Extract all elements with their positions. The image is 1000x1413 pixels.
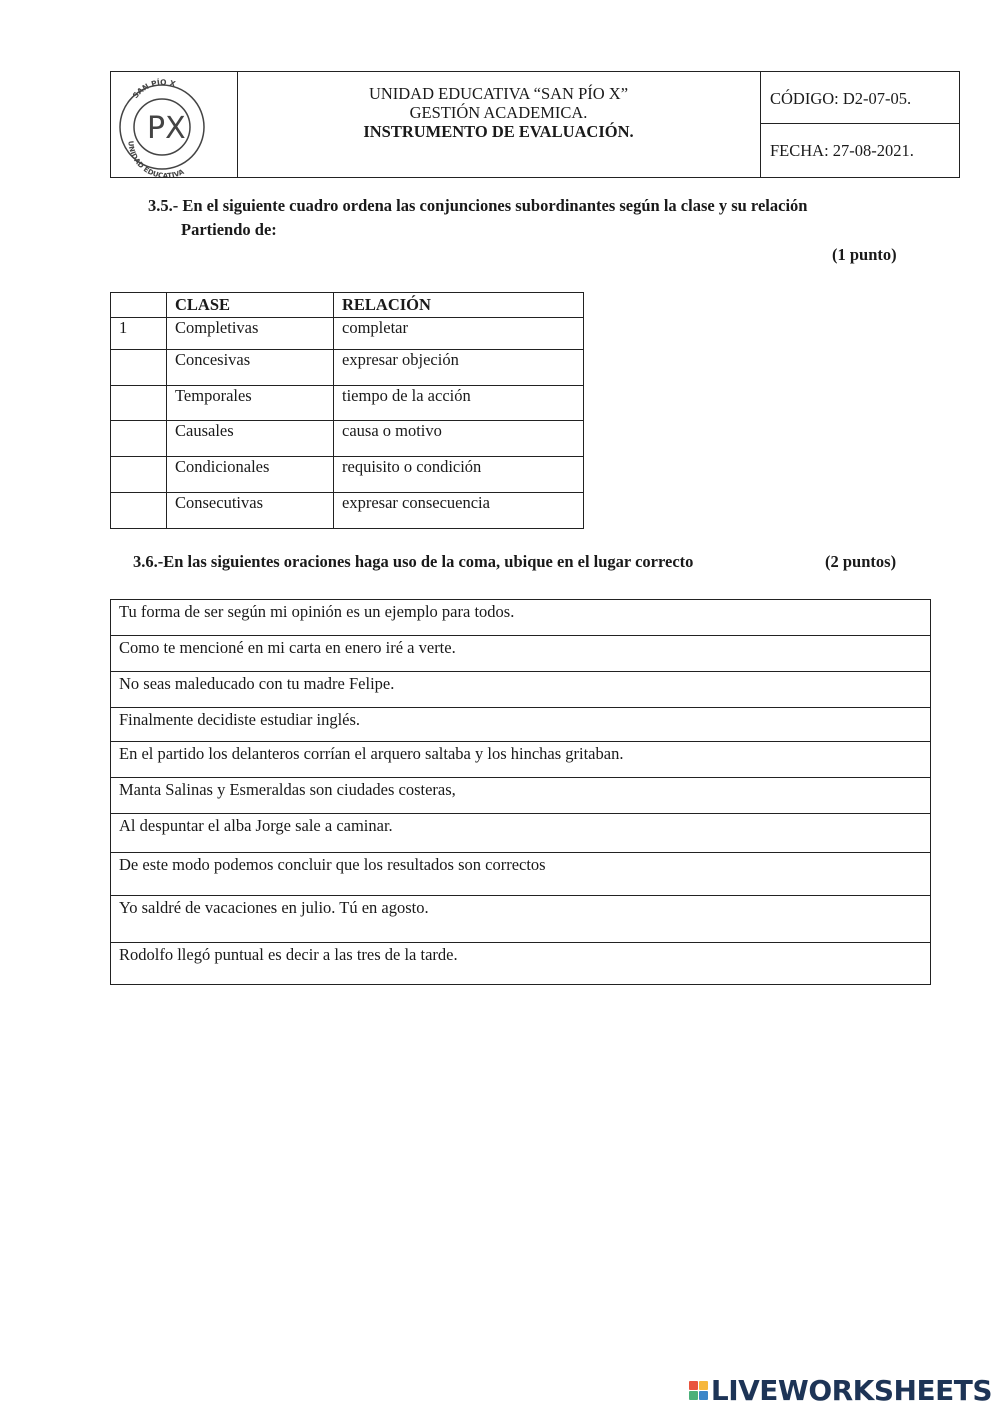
logo-mark: PX bbox=[147, 111, 186, 146]
document-code: CÓDIGO: D2-07-05. bbox=[761, 72, 959, 124]
header-relacion: RELACIÓN bbox=[334, 293, 584, 318]
table-row bbox=[111, 318, 584, 350]
sentence-row[interactable]: Al despuntar el alba Jorge sale a caminar. bbox=[111, 814, 930, 853]
header-num bbox=[111, 293, 167, 318]
logo-bottom-text: UNIDAD EDUCATIVA bbox=[126, 140, 186, 177]
sentence-row[interactable]: No seas maleducado con tu madre Felipe. bbox=[111, 672, 930, 708]
header-meta-cell bbox=[761, 72, 959, 177]
sentence-row[interactable]: De este modo podemos concluir que los resultados son correctos bbox=[111, 853, 930, 896]
conjunction-table bbox=[110, 292, 584, 529]
row-num[interactable] bbox=[111, 350, 167, 386]
sentence-row[interactable]: Tu forma de ser según mi opinión es un ejemplo para todos. bbox=[111, 600, 930, 636]
document-header bbox=[110, 71, 960, 178]
brand-name: LIVEWORKSHEETS bbox=[710, 1374, 992, 1407]
row-num[interactable] bbox=[111, 493, 167, 529]
row-relacion: tiempo de la acción bbox=[334, 386, 584, 421]
row-relacion: completar bbox=[334, 318, 584, 350]
document-date: FECHA: 27-08-2021. bbox=[770, 141, 914, 160]
sentence-list bbox=[110, 599, 931, 985]
table-row bbox=[111, 493, 584, 529]
brand-logo-icon bbox=[689, 1381, 708, 1400]
liveworksheets-brand[interactable] bbox=[689, 1374, 992, 1407]
logo-top-text: SAN PÍO X bbox=[130, 77, 177, 101]
sentence-row[interactable]: Yo saldré de vacaciones en julio. Tú en agosto. bbox=[111, 896, 930, 943]
row-relacion: requisito o condición bbox=[334, 457, 584, 493]
sentence-row[interactable]: Finalmente decidiste estudiar inglés. bbox=[111, 708, 930, 742]
department-name: GESTIÓN ACADEMICA. bbox=[409, 103, 588, 122]
table-row bbox=[111, 421, 584, 457]
row-clase: Consecutivas bbox=[167, 493, 334, 529]
question-3-6-text: 3.6.-En las siguientes oraciones haga uso de la coma, ubique en el lugar correcto bbox=[133, 552, 694, 571]
table-row bbox=[111, 457, 584, 493]
row-num[interactable] bbox=[111, 457, 167, 493]
row-relacion: expresar consecuencia bbox=[334, 493, 584, 529]
row-num[interactable] bbox=[111, 386, 167, 421]
row-clase: Causales bbox=[167, 421, 334, 457]
sentence-row[interactable]: En el partido los delanteros corrían el arquero saltaba y los hinchas gritaban. bbox=[111, 742, 930, 778]
row-clase: Temporales bbox=[167, 386, 334, 421]
table-header-row bbox=[111, 293, 584, 318]
question-3-5-text: 3.5.- En el siguiente cuadro ordena las conjunciones subordinantes según la clase y su relación bbox=[148, 196, 808, 215]
row-clase: Completivas bbox=[167, 318, 334, 350]
question-3-5-sub: Partiendo de: bbox=[181, 220, 277, 239]
row-relacion: expresar objeción bbox=[334, 350, 584, 386]
school-name: UNIDAD EDUCATIVA “SAN PÍO X” bbox=[368, 84, 629, 103]
question-3-6-points: (2 puntos) bbox=[825, 552, 897, 571]
row-clase: Condicionales bbox=[167, 457, 334, 493]
header-title-cell bbox=[237, 72, 761, 177]
table-row bbox=[111, 386, 584, 421]
document-title: INSTRUMENTO DE EVALUACIÓN. bbox=[363, 122, 634, 141]
sentence-row[interactable]: Manta Salinas y Esmeraldas son ciudades costeras, bbox=[111, 778, 930, 814]
sentence-row[interactable]: Rodolfo llegó puntual es decir a las tres de la tarde. bbox=[111, 943, 930, 985]
svg-text:SAN PÍO X bbox=[131, 78, 177, 100]
table-row bbox=[111, 350, 584, 386]
question-3-5-points: (1 punto) bbox=[832, 245, 897, 264]
logo-cell bbox=[111, 72, 238, 177]
sentence-row[interactable]: Como te mencioné en mi carta en enero iré a verte. bbox=[111, 636, 930, 672]
row-clase: Concesivas bbox=[167, 350, 334, 386]
row-relacion: causa o motivo bbox=[334, 421, 584, 457]
row-num[interactable]: 1 bbox=[111, 318, 167, 350]
row-num[interactable] bbox=[111, 421, 167, 457]
school-logo bbox=[111, 72, 237, 177]
header-clase: CLASE bbox=[167, 293, 334, 318]
